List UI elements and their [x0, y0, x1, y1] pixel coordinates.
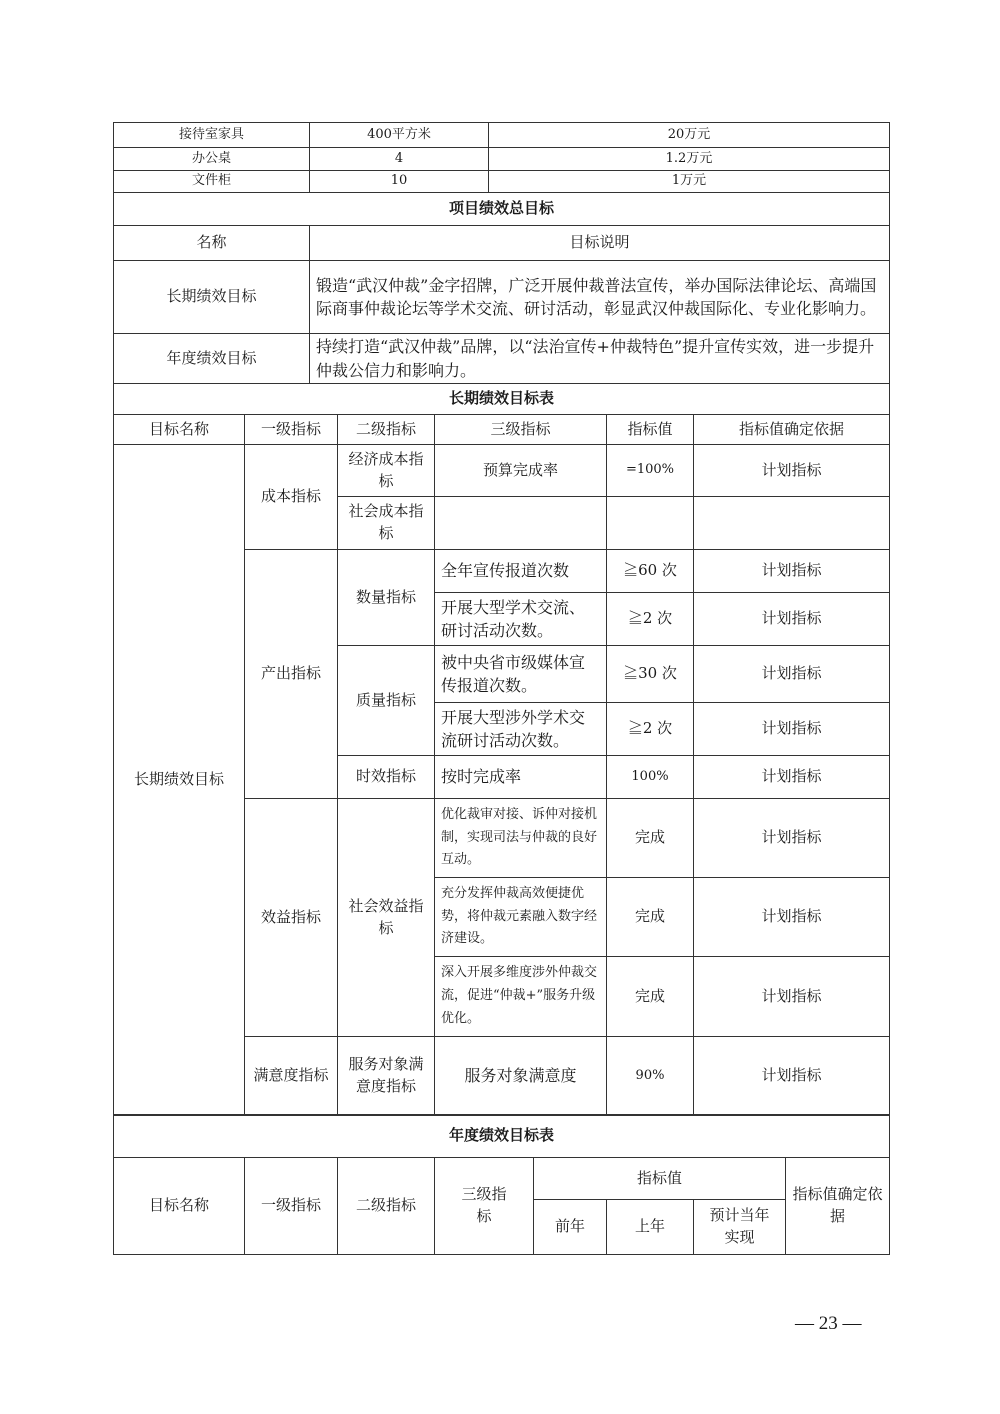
level2-economic-cost: 经济成本指标	[338, 445, 435, 497]
level2-quality: 质量指标	[338, 646, 435, 756]
basis-judicial-interaction: 计划指标	[694, 799, 890, 878]
equipment-name: 办公桌	[114, 148, 310, 171]
level3-foreign-exchange: 深入开展多维度涉外仲裁交流，促进“仲裁+”服务升级优化。	[435, 957, 607, 1037]
value-budget-rate: =100%	[607, 445, 694, 497]
annual-goals-table	[113, 1114, 890, 1255]
basis-foreign-events: 计划指标	[694, 703, 890, 756]
value-foreign-exchange: 完成	[607, 957, 694, 1037]
table-row	[114, 193, 890, 226]
value-judicial-interaction: 完成	[607, 799, 694, 878]
level3-judicial-interaction: 优化裁审对接、诉仲对接机制，实现司法与仲裁的良好互动。	[435, 799, 607, 878]
table-row	[114, 261, 890, 334]
table-row	[114, 148, 890, 171]
column-header: 目标名称	[114, 415, 245, 445]
equipment-qty: 4	[310, 148, 489, 171]
column-header-prev-year: 前年	[534, 1200, 607, 1255]
column-header-goal: 目标名称	[114, 1158, 245, 1255]
column-header-basis: 指标值确定依据	[786, 1158, 890, 1255]
table-row	[114, 334, 890, 384]
table-header-row	[114, 1158, 890, 1200]
column-header-expected: 预计当年实现	[694, 1200, 786, 1255]
desc-header: 目标说明	[310, 226, 890, 261]
empty-cell	[607, 497, 694, 550]
table-row	[114, 171, 890, 193]
equipment-cost: 1万元	[489, 171, 890, 193]
level3-academic-events: 开展大型学术交流、研讨活动次数。	[435, 593, 607, 646]
overall-goal-title: 项目绩效总目标	[114, 193, 890, 226]
column-header: 二级指标	[338, 415, 435, 445]
level3-service-satisfaction: 服务对象满意度	[435, 1037, 607, 1116]
value-digital-economy: 完成	[607, 878, 694, 957]
value-annual-reports: ≧60 次	[607, 550, 694, 593]
equipment-qty: 10	[310, 171, 489, 193]
level3-annual-reports: 全年宣传报道次数	[435, 550, 607, 593]
name-header: 名称	[114, 226, 310, 261]
annual-goal-label: 年度绩效目标	[114, 334, 310, 384]
level2-social-benefit: 社会效益指标	[338, 799, 435, 1037]
level1-output: 产出指标	[245, 550, 338, 799]
annual-goal-text: 持续打造“武汉仲裁”品牌，以“法治宣传+仲裁特色”提升宣传实效，进一步提升仲裁公信力和影响力。	[310, 334, 890, 384]
basis-media-reports: 计划指标	[694, 646, 890, 703]
table-header-row	[114, 415, 890, 445]
basis-foreign-exchange: 计划指标	[694, 957, 890, 1037]
column-header: 指标值	[607, 415, 694, 445]
basis-digital-economy: 计划指标	[694, 878, 890, 957]
level3-on-time-rate: 按时完成率	[435, 756, 607, 799]
basis-budget-rate: 计划指标	[694, 445, 890, 497]
value-media-reports: ≧30 次	[607, 646, 694, 703]
value-foreign-events: ≧2 次	[607, 703, 694, 756]
level1-cost: 成本指标	[245, 445, 338, 550]
column-header: 三级指标	[435, 415, 607, 445]
overall-goals-table	[113, 122, 890, 384]
column-header-level3: 三级指标	[435, 1158, 534, 1255]
equipment-cost: 20万元	[489, 123, 890, 148]
long-table-title: 长期绩效目标表	[114, 384, 890, 415]
column-header-level1: 一级指标	[245, 1158, 338, 1255]
empty-cell	[435, 497, 607, 550]
equipment-name: 接待室家具	[114, 123, 310, 148]
value-on-time-rate: 100%	[607, 756, 694, 799]
level3-foreign-events: 开展大型涉外学术交流研讨活动次数。	[435, 703, 607, 756]
level2-social-cost: 社会成本指标	[338, 497, 435, 550]
column-header-last-year: 上年	[607, 1200, 694, 1255]
table-row	[114, 384, 890, 415]
level1-benefit: 效益指标	[245, 799, 338, 1037]
table-row	[114, 1115, 890, 1158]
annual-table-title: 年度绩效目标表	[114, 1115, 890, 1158]
goal-name-cell: 长期绩效目标	[114, 445, 245, 1116]
level2-service-satisfaction: 服务对象满意度指标	[338, 1037, 435, 1116]
column-header-value: 指标值	[534, 1158, 786, 1200]
empty-cell	[694, 497, 890, 550]
level3-digital-economy: 充分发挥仲裁高效便捷优势，将仲裁元素融入数字经济建设。	[435, 878, 607, 957]
page-number: — 23 —	[795, 1313, 862, 1334]
level1-satisfaction: 满意度指标	[245, 1037, 338, 1116]
level2-timeliness: 时效指标	[338, 756, 435, 799]
table-row	[114, 445, 890, 497]
column-header: 指标值确定依据	[694, 415, 890, 445]
column-header: 一级指标	[245, 415, 338, 445]
basis-annual-reports: 计划指标	[694, 550, 890, 593]
basis-academic-events: 计划指标	[694, 593, 890, 646]
value-service-satisfaction: 90%	[607, 1037, 694, 1116]
level3-media-reports: 被中央省市级媒体宣传报道次数。	[435, 646, 607, 703]
equipment-cost: 1.2万元	[489, 148, 890, 171]
equipment-name: 文件柜	[114, 171, 310, 193]
long-term-goals-table	[113, 383, 890, 1116]
long-goal-label: 长期绩效目标	[114, 261, 310, 334]
basis-on-time-rate: 计划指标	[694, 756, 890, 799]
equipment-qty: 400平方米	[310, 123, 489, 148]
value-academic-events: ≧2 次	[607, 593, 694, 646]
long-goal-text: 锻造“武汉仲裁”金字招牌，广泛开展仲裁普法宣传，举办国际法律论坛、高端国际商事仲裁论坛等学术交流、研讨活动，彰显武汉仲裁国际化、专业化影响力。	[310, 261, 890, 334]
table-row	[114, 226, 890, 261]
level2-quantity: 数量指标	[338, 550, 435, 646]
column-header-level2: 二级指标	[338, 1158, 435, 1255]
level3-budget-rate: 预算完成率	[435, 445, 607, 497]
basis-service-satisfaction: 计划指标	[694, 1037, 890, 1116]
table-row	[114, 123, 890, 148]
